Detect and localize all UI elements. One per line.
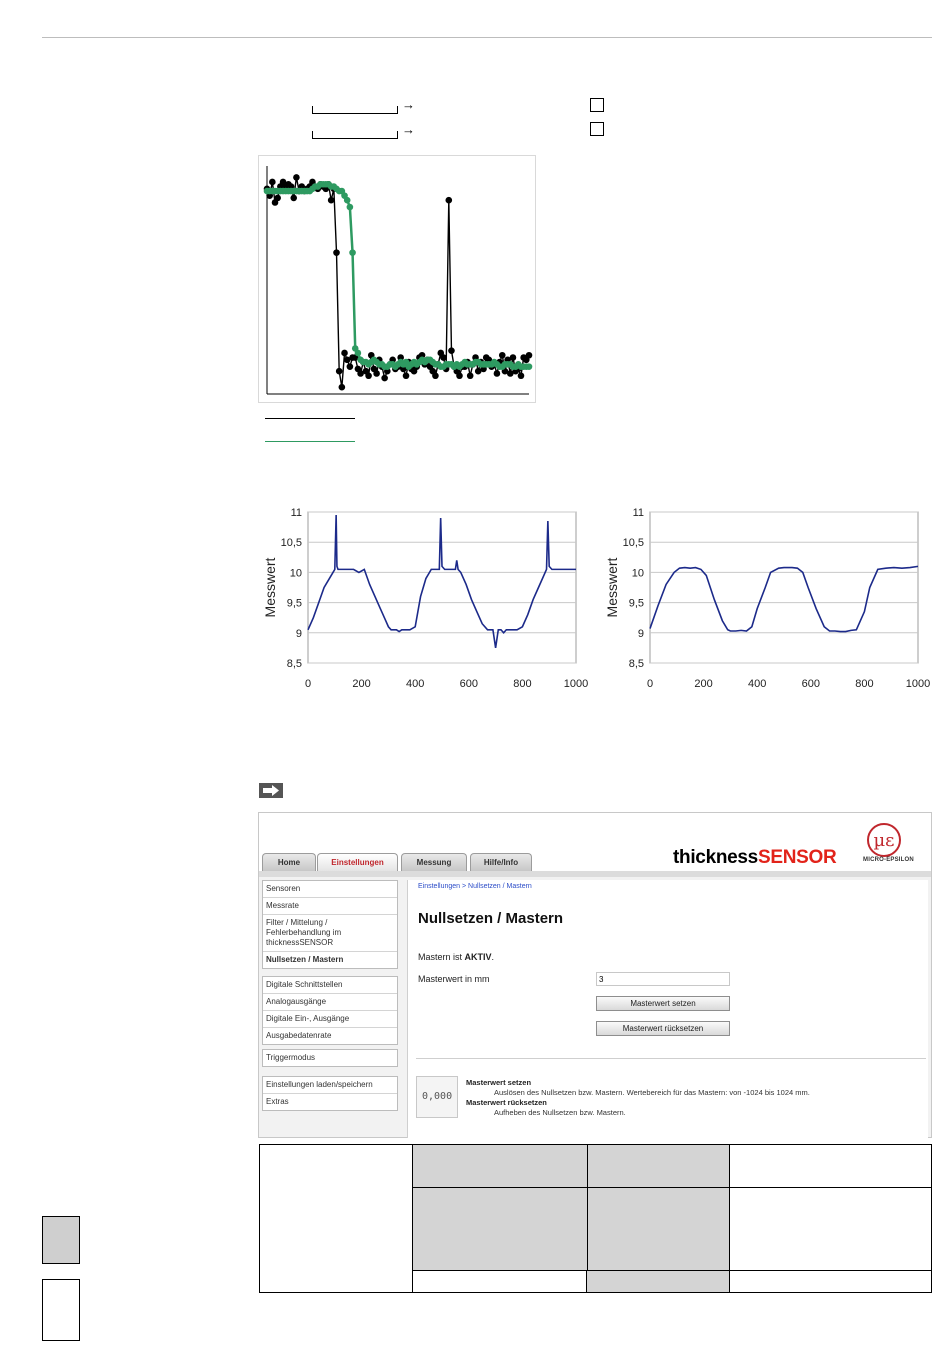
data-point [403,372,410,379]
arrow-icon: → [402,97,415,112]
y-axis-label: Messwert [262,557,278,618]
data-point [336,368,343,375]
legend-raw-line [265,418,355,419]
y-tick-label: 9,5 [628,597,644,610]
menu-group-2 [262,976,398,1045]
x-tick-label: 600 [459,678,478,690]
menu-group-1 [262,880,398,969]
x-tick-label: 800 [513,678,532,690]
y-tick-label: 10,5 [622,537,644,550]
data-point [494,370,501,377]
x-tick-label: 600 [801,678,820,690]
checkbox-1[interactable] [590,98,604,112]
y-tick-label: 11 [290,507,302,519]
menu-item-ausgabedatenrate[interactable]: Ausgabedatenrate [266,1031,332,1040]
y-tick-label: 9 [637,627,644,640]
master-value-label: Masterwert in mm [418,974,490,984]
y-tick-label: 9 [295,627,302,640]
menu-item-nullsetzen[interactable]: Nullsetzen / Mastern [266,955,344,964]
y-tick-label: 10,5 [280,537,302,550]
help-text-set: Auslösen des Nullsetzen bzw. Mastern. Wertebereich für das Mastern: von -1024 bis 1024 mm. [494,1088,810,1097]
x-tick-label: 0 [304,678,312,690]
y-tick-label: 10 [631,567,644,580]
breadcrumb[interactable]: Einstellungen > Nullsetzen / Mastern [418,883,532,890]
table-cell [587,1271,729,1292]
data-point [328,197,335,204]
content-panel [407,880,928,1138]
data-point [341,350,348,357]
ui-topbar [259,871,931,877]
legend-bracket-2 [312,131,398,139]
menu-group-4 [262,1076,398,1111]
master-status-value: AKTIV [464,952,492,962]
help-title-reset: Masterwert rücksetzen [466,1098,547,1107]
master-status-suffix: . [491,952,495,962]
master-status-prefix: Mastern ist [418,952,463,962]
data-point [381,375,388,382]
arrow-icon: → [402,122,415,137]
data-point [339,384,346,391]
legend-filtered-line [265,441,355,442]
settings-table [259,1144,932,1293]
master-status [418,952,494,962]
y-axis-label: Messwert [604,557,620,618]
menu-item-triggermodus[interactable]: Triggermodus [266,1053,316,1062]
data-point [518,372,525,379]
data-point [347,363,354,370]
plot-area [308,512,576,663]
tab-messung[interactable]: Messung [401,853,467,871]
logo-text: MICRO-EPSILON [863,857,914,863]
plot-area [650,512,918,663]
x-tick-label: 400 [748,678,767,690]
chart-measurement-raw [258,500,592,700]
y-tick-label: 11 [632,507,644,519]
menu-item-digitale-schnittstellen[interactable]: Digitale Schnittstellen [263,977,397,994]
chart-raw-vs-filtered [259,156,535,402]
help-title-set: Masterwert setzen [466,1078,532,1087]
data-point [526,352,533,359]
ui-header [259,813,931,871]
menu-item-analogausgaenge[interactable]: Analogausgänge [263,994,397,1011]
data-point [510,354,517,361]
table-cell [413,1188,587,1270]
data-point [467,372,474,379]
side-marker-gray [42,1216,80,1264]
data-point [269,179,276,186]
y-tick-label: 8,5 [286,658,302,670]
data-point [290,195,297,202]
data-point [355,350,362,357]
table-cell [587,1145,729,1187]
menu-item-messrate[interactable]: Messrate [263,898,397,915]
x-tick-label: 200 [352,678,371,690]
legend-bracket-1 [312,106,398,114]
x-tick-label: 800 [855,678,874,690]
brand-suffix: SENSOR [757,847,837,868]
y-tick-label: 9,5 [286,597,302,610]
display-digits-icon [416,1076,458,1118]
brand-prefix: thickness [673,847,758,868]
data-point [333,249,340,256]
menu-item-filter[interactable]: Filter / Mittelung / Fehlerbehandlung im thicknessSENSOR [263,915,397,952]
y-tick-label: 10 [289,567,302,580]
chart-1-frame [258,155,536,403]
content-separator [416,1058,926,1059]
data-point [344,197,351,204]
data-point [349,249,356,256]
data-point [274,195,281,202]
menu-group-3 [262,1049,398,1067]
data-point [432,372,439,379]
data-point [365,372,372,379]
data-point [373,370,380,377]
menu-item-digitale-ein-ausgaenge[interactable]: Digitale Ein-, Ausgänge [263,1011,397,1028]
y-tick-label: 8,5 [628,658,644,670]
tab-hilfe-info[interactable]: Hilfe/Info [470,853,532,871]
arrow-right-icon [259,783,283,798]
master-reset-button[interactable]: Masterwert rücksetzen [596,1021,730,1036]
help-text-reset: Aufheben des Nullsetzen bzw. Mastern. [494,1108,626,1117]
series-line-2 [267,184,529,366]
chart-measurement-filtered [600,500,936,700]
data-point [440,354,447,361]
master-value-input[interactable]: 3 [596,972,730,986]
tab-einstellungen[interactable]: Einstellungen [317,853,398,871]
data-point [499,352,506,359]
tab-home[interactable]: Home [262,853,316,871]
side-marker-white [42,1279,80,1341]
checkbox-2[interactable] [590,122,604,136]
menu-item-einstellungen-laden[interactable]: Einstellungen laden/speichern [263,1077,397,1094]
table-cell [413,1145,587,1187]
menu-item-sensoren[interactable]: Sensoren [263,881,397,898]
data-point [293,174,300,181]
x-tick-label: 0 [646,678,654,690]
table-cell [587,1188,729,1270]
web-interface-screenshot [258,812,932,1138]
data-point [448,347,455,354]
data-point [445,197,452,204]
x-tick-label: 1000 [905,678,931,690]
x-tick-label: 1000 [563,678,589,690]
x-tick-label: 400 [406,678,425,690]
header-rule [42,37,932,38]
brand-title [673,847,836,869]
data-point [456,372,463,379]
data-point [526,363,533,370]
x-tick-label: 200 [694,678,713,690]
menu-item-extras[interactable]: Extras [266,1097,289,1106]
logo-symbol: µε [873,830,895,851]
micro-epsilon-logo [867,823,901,857]
master-set-button[interactable]: Masterwert setzen [596,996,730,1011]
page-title: Nullsetzen / Mastern [418,910,564,927]
data-point [347,204,354,211]
icon-digits: 0,000 [422,1091,453,1102]
